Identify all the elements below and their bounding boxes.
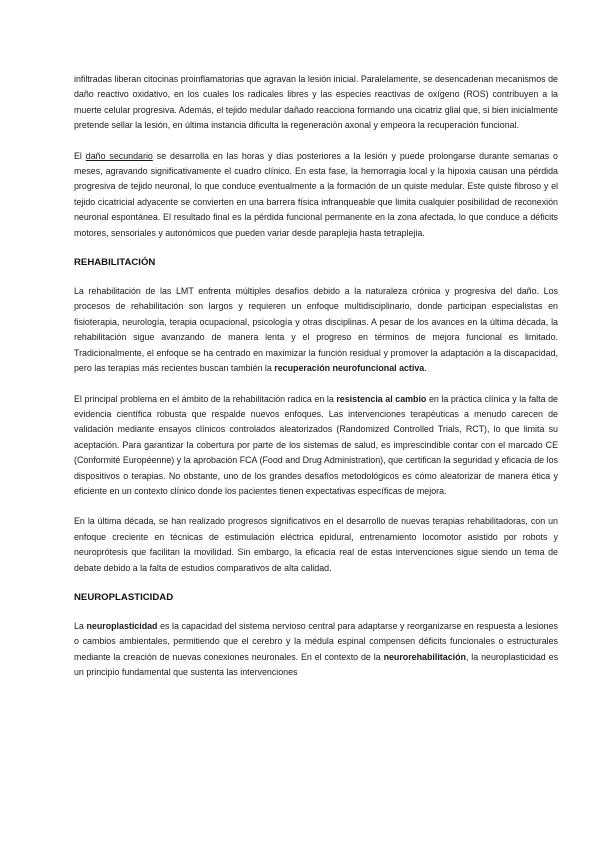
text-run: es la capacidad del sistema nervioso central para adaptarse y reorganizarse en respuesta a lesiones o cambios ambientales, permitiendo que el cerebro y la médula espinal compensen déficits funcionales o estructurales mediante la creación de nuevas conexiones neuronales. En el contexto de la [74,620,558,662]
paragraph-oxidative-damage [74,72,558,134]
text-run: La [74,620,87,631]
text-run: , la neuroplasticidad es un principio fundamental que sustenta las intervenciones [74,651,559,678]
text-run: en la práctica clínica y la falta de evidencia científica robusta que respalde nuevos enfoques. Las intervenciones terapéuticas a menudo carecen de validación mediante ensayos clínicos controlados aleatorizados (Randomized Controlled Trials, RCT), lo que limita su aceptación. Para garantizar la cobertura por parte de los sistemas de salud, es imprescindible contar con el marcado CE (Conformité Européenne) y la aprobación FCA (Food and Drug Administration), que certifican la seguridad y eficacia de los dispositivos o terapias. No obstante, uno de los grandes desafíos metodológicos es cómo aleatorizar de manera ética y eficiente en un contexto clínico donde los pacientes tienen expectativas específicas de mejora. [74,393,558,496]
paragraph-text: infiltradas liberan citocinas proinflamatorias que agravan la lesión inicial. Paralelamente, se desencadenan mecanismos de daño reactivo oxidativo, en los cuales los radicales libres y las especies reactivas de oxígeno (ROS) contribuyen a la muerte celular progresiva. Además, el tejido medular dañado reacciona formando una cicatriz glial que, si bien inicialmente pretende sellar la lesión, en última instancia dificulta la regeneración axonal y empeora la recuperación funcional. [74,74,558,131]
bold-term: recuperación neurofuncional activa [274,363,425,374]
paragraph-neuroplasticity [74,619,558,681]
bold-term: neuroplasticidad [86,620,158,631]
paragraph-text: En la última década, se han realizado progresos significativos en el desarrollo de nuevas terapias rehabilitadoras, con un enfoque creciente en técnicas de estimulación eléctrica epidural, entrenamiento locomotor asistido por robots y neuroprótesis que facilitan la movilidad. Sin embargo, la eficacia real de estas intervenciones sigue siendo un tema de debate debido a la falta de estudios comparativos de alta calidad. [74,516,558,573]
heading-rehabilitacion: REHABILITACIÓN [74,257,156,269]
text-run: se desarrolla en las horas y días posteriores a la lesión y puede prolongarse durante semanas o meses, agravando significativamente el cuadro clínico. En esta fase, la hemorragia local y la hipoxia causan una pérdida progresiva de tejido neuronal, lo que conduce eventualmente a la formación de un quiste medular. Este quiste fibroso y el tejido cicatricial adyacente se convierten en una barrera física infranqueable que limita cualquier posibilidad de reconexión neuronal espontánea. El resultado final es la pérdida funcional permanente en la zona afectada, lo que conduce a déficits motores, sensoriales y autonómicos que pueden variar desde paraplejia hasta tetraplejia. [74,150,558,238]
text-run: El [74,150,86,161]
document-page [74,72,558,696]
heading-neuroplasticidad: NEUROPLASTICIDAD [74,591,174,603]
text-run: . [424,363,427,374]
paragraph-secondary-damage [74,149,558,241]
underlined-term: daño secundario [85,150,153,161]
paragraph-new-therapies [74,514,558,576]
paragraph-rehab-challenges [74,284,558,376]
bold-term: resistencia al cambio [336,393,427,404]
bold-term: neurorehabilitación [383,651,466,662]
text-run: La rehabilitación de las LMT enfrenta múltiples desafíos debido a la naturaleza crónica y progresiva del daño. Los procesos de rehabilitación son largos y requieren un enfoque multidisciplinario, donde participan especialistas en fisioterapia, neurología, terapia ocupacional, psicología y otras disciplinas. A pesar de los avances en la última década, la rehabilitación sigue avanzando de manera lenta y el progreso en términos de mejora funcional es limitado. Tradicionalmente, el enfoque se ha centrado en maximizar la función residual y promover la adaptación a la discapacidad, pero las terapias más recientes buscan también la [74,286,558,374]
text-run: El principal problema en el ámbito de la rehabilitación radica en la [74,393,337,404]
paragraph-resistance-to-change [74,392,558,500]
